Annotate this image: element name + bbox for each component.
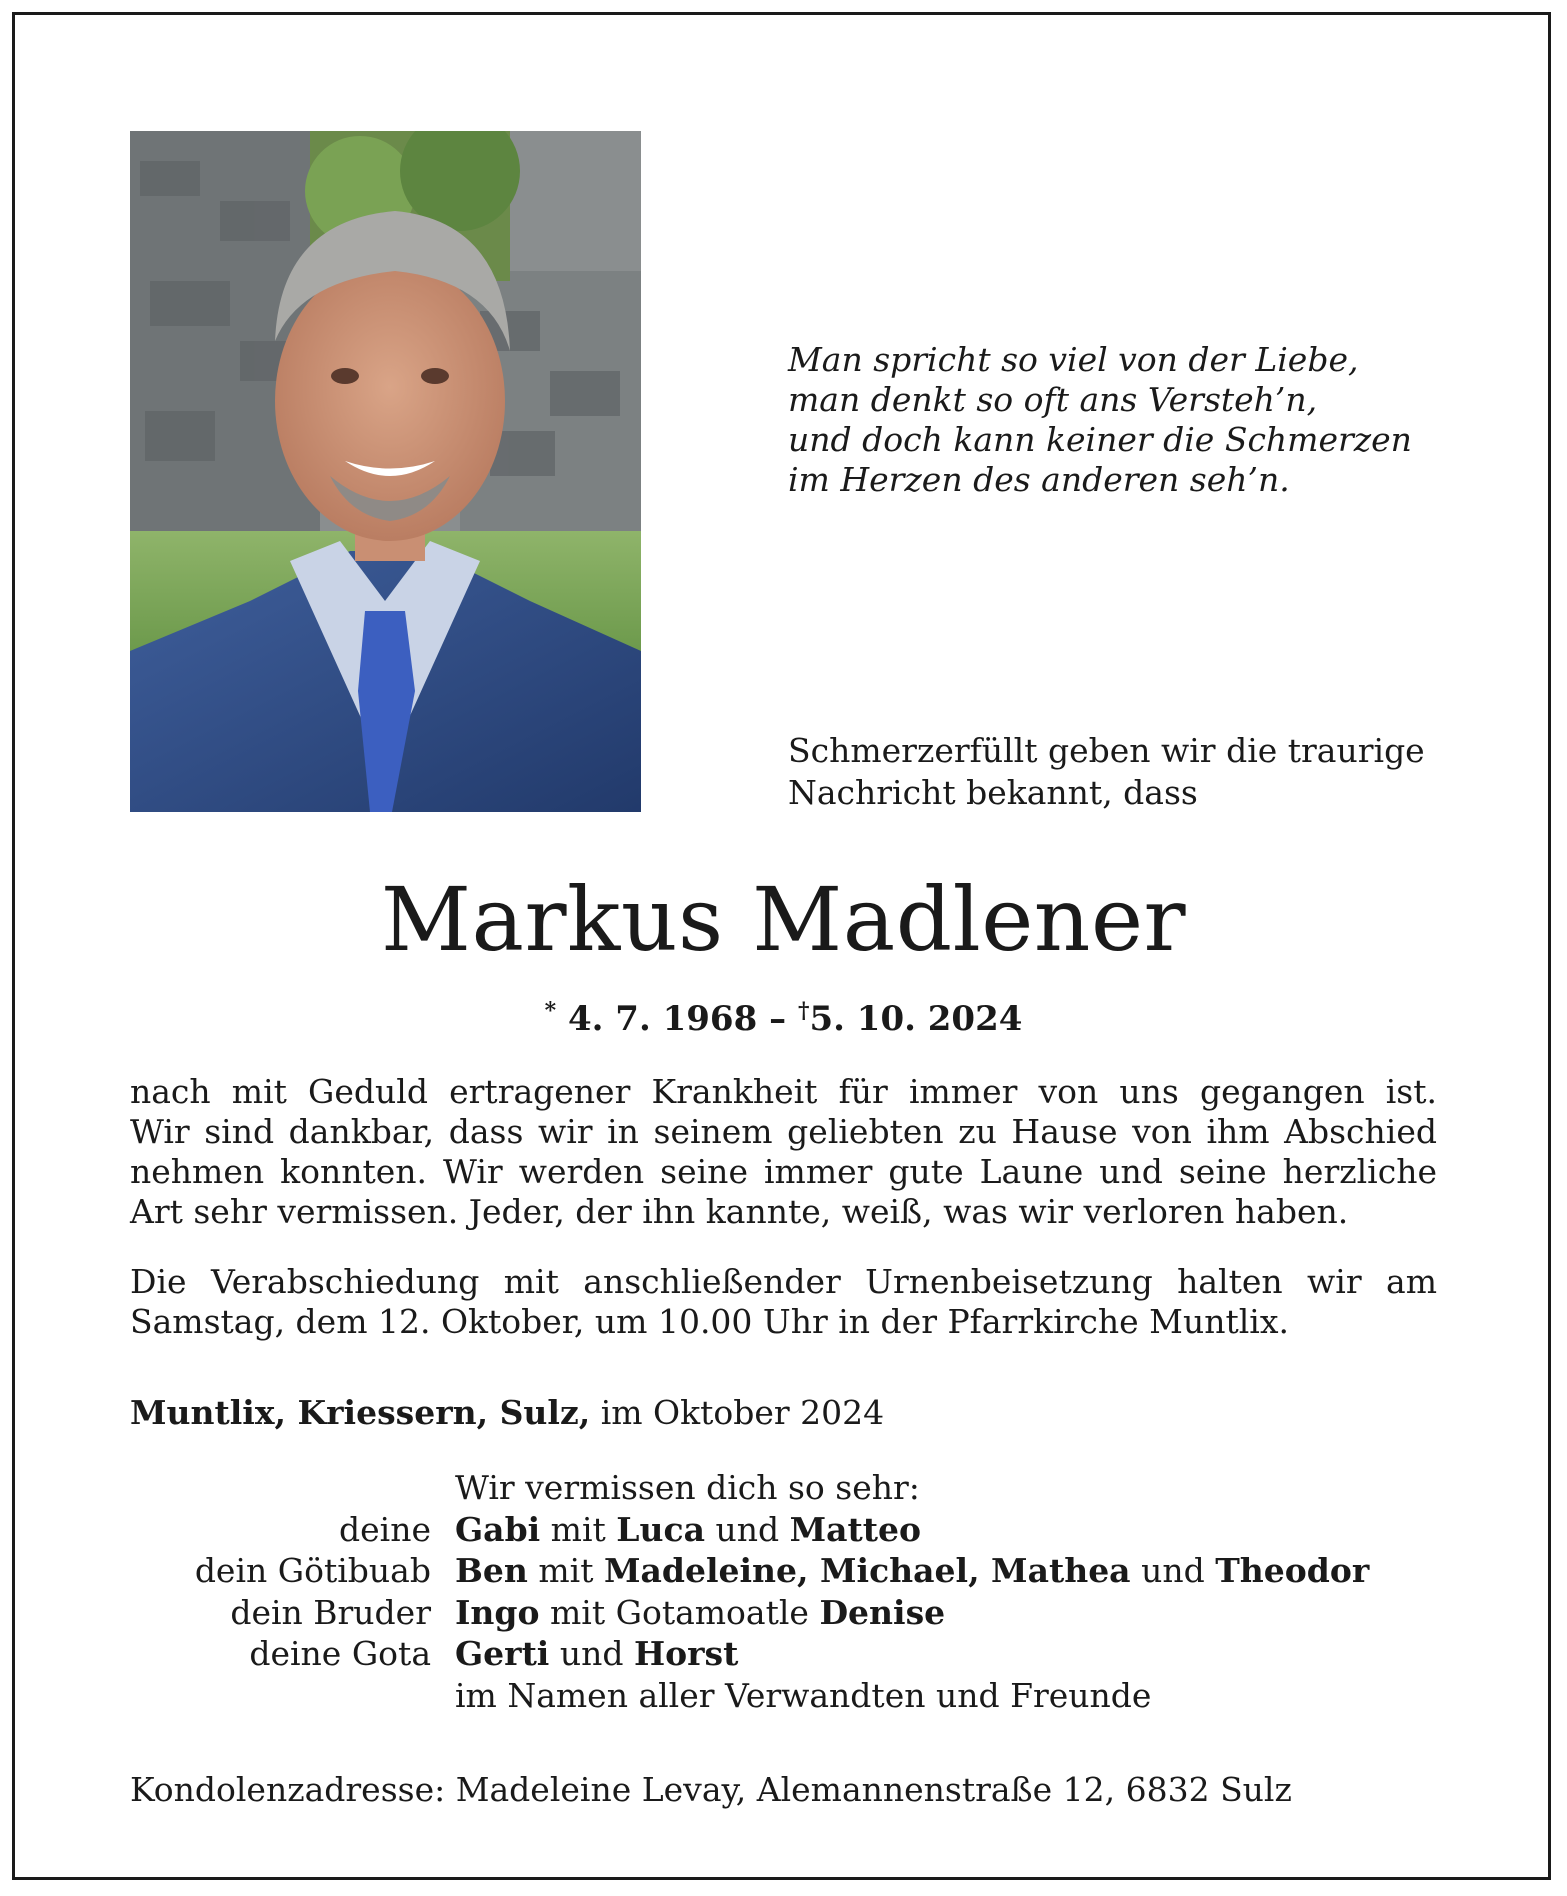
- mourner-connector: und: [704, 1509, 790, 1549]
- mourner-connector: und: [549, 1634, 634, 1673]
- portrait-photo: [130, 131, 641, 812]
- mourner-name: Ingo: [455, 1592, 540, 1632]
- mourner-relation: deine Gota: [249, 1634, 431, 1673]
- mourner-relation: dein Bruder: [230, 1592, 431, 1632]
- mourner-names: [455, 1509, 921, 1551]
- paragraph-line: nehmen konnten. Wir werden seine immer gute Laune und seine herzliche: [130, 1152, 1437, 1191]
- place-and-date: [130, 1393, 884, 1433]
- mourner-row: [130, 1509, 1510, 1551]
- mourner-row: [130, 1592, 1510, 1634]
- paragraph-line: Die Verabschiedung mit anschließender Urnenbeisetzung halten wir am: [130, 1262, 1437, 1301]
- intro-line: Nachricht bekannt, dass: [788, 773, 1198, 812]
- paragraph-line: Samstag, dem 12. Oktober, um 10.00 Uhr in der Pfarrkirche Muntlix.: [130, 1302, 1289, 1341]
- mourner-name: Gabi: [455, 1509, 541, 1549]
- death-symbol: †: [797, 998, 810, 1024]
- intro-line: Schmerzerfüllt geben wir die traurige: [788, 731, 1425, 770]
- date-separator: –: [769, 999, 787, 1039]
- mourner-name: Ben: [455, 1551, 528, 1590]
- death-date: 5. 10. 2024: [809, 999, 1023, 1039]
- mourners-heading: Wir vermissen dich so sehr:: [455, 1468, 920, 1507]
- mourner-names: [455, 1550, 1369, 1592]
- poem: [788, 340, 1488, 500]
- mourners-closing-row: [130, 1675, 1510, 1717]
- paragraph-line: Art sehr vermissen. Jeder, der ihn kannte, weiß, was wir verloren haben.: [130, 1192, 1349, 1231]
- mourners-closing: im Namen aller Verwandten und Freunde: [455, 1675, 1152, 1715]
- mourner-name: Denise: [819, 1592, 946, 1632]
- poem-line: und doch kann keiner die Schmerzen: [788, 420, 1412, 459]
- mourner-connector: mit: [540, 1509, 617, 1549]
- deceased-name: Markus Madlener: [380, 868, 1187, 971]
- mourner-relation: dein Götibuab: [194, 1551, 431, 1590]
- mourners-heading-row: [130, 1467, 1510, 1509]
- mourner-row: [130, 1550, 1510, 1592]
- mourner-name: Luca: [616, 1509, 705, 1549]
- announcement-date: im Oktober 2024: [600, 1393, 885, 1432]
- mourner-names: [455, 1633, 738, 1675]
- announcement-intro: [788, 730, 1508, 814]
- mourner-relation: deine: [339, 1509, 431, 1549]
- message-paragraph: [130, 1072, 1437, 1232]
- mourner-connector: mit Gotamoatle: [539, 1592, 820, 1632]
- poem-line: im Herzen des anderen seh’n.: [788, 460, 1290, 499]
- mourner-name: Theodor: [1215, 1551, 1370, 1590]
- poem-line: Man spricht so viel von der Liebe,: [788, 340, 1359, 379]
- mourner-name: Matteo: [789, 1509, 921, 1549]
- paragraph-line: Wir sind dankbar, dass wir in seinem geliebten zu Hause von ihm Abschied: [130, 1112, 1437, 1151]
- mourner-name: Madeleine, Michael, Mathea: [603, 1551, 1131, 1590]
- mourner-rows: [130, 1509, 1510, 1675]
- birth-symbol: *: [544, 998, 557, 1024]
- mourner-name: Horst: [633, 1634, 739, 1673]
- mourner-row: [130, 1633, 1510, 1675]
- life-dates: [130, 990, 1437, 1040]
- funeral-details-paragraph: [130, 1262, 1437, 1342]
- birth-date: 4. 7. 1968: [567, 999, 758, 1039]
- paragraph-line: nach mit Geduld ertragener Krankheit für immer von uns gegangen ist.: [130, 1072, 1437, 1111]
- mourner-name: Gerti: [455, 1634, 550, 1673]
- mourners-list: [130, 1467, 1510, 1716]
- mourner-connector: mit: [527, 1551, 604, 1590]
- mourner-names: [455, 1592, 945, 1634]
- mourner-connector: und: [1130, 1551, 1216, 1590]
- condolence-address: Kondolenzadresse: Madeleine Levay, Alemannenstraße 12, 6832 Sulz: [130, 1770, 1292, 1809]
- places: Muntlix, Kriessern, Sulz,: [130, 1393, 591, 1432]
- poem-line: man denkt so oft ans Versteh’n,: [788, 380, 1318, 419]
